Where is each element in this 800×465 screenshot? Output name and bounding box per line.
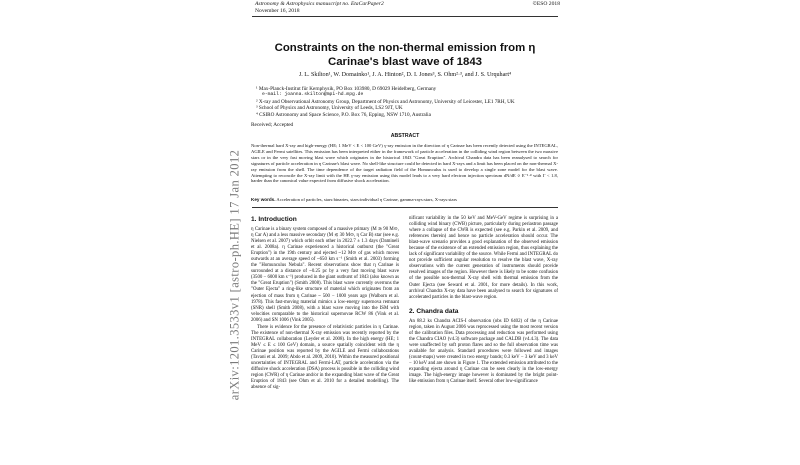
section-2-heading: 2. Chandra data	[409, 307, 459, 315]
author-list: J. L. Skilton¹, W. Domainko¹, J. A. Hinton², D. I. Jones³, S. Ohm²·³, and J. S. Urquhart⁴	[298, 72, 512, 78]
arxiv-stamp	[228, 85, 242, 465]
affiliations	[256, 86, 560, 118]
journal-name: Astronomy & Astrophysics manuscript no. EtaCarPaper2	[255, 1, 384, 7]
affiliation-1: ¹ Max-Planck-Institut für Kernphysik, PO Box 103980, D 69029 Heidelberg, Germany	[256, 86, 437, 92]
right-column	[409, 216, 558, 385]
section-1-continued	[409, 216, 558, 301]
abstract-heading: ABSTRACT	[390, 133, 420, 139]
header-rule	[252, 16, 558, 17]
section-2-body	[409, 319, 558, 386]
section-1-paragraph-1: η Carinae is a binary system composed of a massive primary (M ≳ 90 M⊙, η Car A) and a less massive secondary (M ≲ 30 M⊙, η Car B) star (see e.g. Nielsen et al. 2007) which orbit each other in 2022.7 ± 1.3 days (Damineli et al. 2008a). η Carinae experienced a historical outburst (the "Great Eruption") in the 19th century and ejected ~12 M⊙ of gas which moves outwards at an average speed of ~650 km s⁻¹ (Smith et al. 2003) forming the "Homunculus Nebula". Recent observations show that η Carinae is surrounded at a distance of ~0.25 pc by a very fast moving blast wave (3500 − 6000 km s⁻¹) produced in the giant outburst of 1843 (also known as the "Great Eruption") (Smith 2008). This blast wave currently overruns the "Outer Ejecta" a ring-like structure of material which originates from an ejection of mass from η Carinae ~ 500 − 1000 years ago (Walborn et al. 1978). This fast-moving material mimics a low-energy supernova remnant (SNR) shell (Smith 2008), with a blast wave moving into the ISM with velocities comparable to the historical supernovae RCW 86 (Vink et al. 2006) and SN 1006 (Vink 2005).	[251, 227, 399, 323]
journal-header	[255, 1, 384, 15]
section-1-heading: 1. Introduction	[251, 216, 297, 223]
keywords-text: Acceleration of particles, stars:binaries, stars:individual η Carinae, gamma-rays:stars, X-rays:stars	[276, 197, 457, 202]
received-line: Received; Accepted	[251, 122, 294, 128]
affiliation-2: ² X-ray and Observational Astronomy Group, Department of Physics and Astronomy, University of Leicester, LE1 7RH, UK	[256, 98, 515, 105]
keywords	[251, 197, 558, 203]
author-email[interactable]: e-mail: joanna.skilton@mpi-hd.mpg.de	[262, 92, 364, 98]
section-2-paragraph-1: An 88.2 ks Chandra ACIS-I observation (obs ID 6402) of the η Carinae region, taken in August 2006 was reprocessed using the most recent version of the calibration files. Data processing and reduction was performed using the Chandra CIAO (v4.3) software package and CALDB (v4.4.3). The data were unaffected by soft proton flares and so the full observation time was available for analysis. Standard procedures were followed and images (count-maps) were created in two energy bands; 0.3 keV − 3 keV and 3 keV − 10 keV and are shown in Figure 1. The extended emission attributed to the expanding ejecta around η Carinae can be seen clearly in the low-energy image. The high-energy image however is dominated by the bright point-like emission from η Carinae itself. Several other low-significance	[409, 318, 558, 385]
section-1-paragraph-3: nificant variability in the 50 keV and MeV-GeV regime is surprising in a colliding wind binary (CWB) picture, particularly during periastron passage where a collapse of the CWR is expected (see e.g. Parkin et al. 2009, and references therein) and hence no particle acceleration should occur. The blast-wave scenario provides a good explanation of the observed emission because of the existence of an extended emission region, thus explaining the lack of significant variability of the source. While Fermi and INTEGRAL do not provide sufficient angular resolution to resolve the blast wave, X-ray observations with the current generation of instruments should provide resolved images of the region. However there is likely to be some confusion of the possible non-thermal X-ray shell with thermal emission from the Outer Ejecta (see Seward et al. 2001, for more details). In this work, archival Chandra X-ray data have been analysed to search for signatures of accelerated particles in the blast-wave region.	[409, 216, 558, 300]
copyright: ©ESO 2018	[532, 1, 560, 7]
keywords-label: Key words.	[251, 197, 276, 202]
abstract-text: Non-thermal hard X-ray and high-energy (HE; 1 MeV < E < 100 GeV) γ-ray emission in the direction of η Carinae has been recently detected using the INTEGRAL, AGILE and Fermi satellites. This emission has been interpreted either in the framework of particle acceleration in the colliding wind region between the two massive stars or in the very fast moving blast wave which originates in the historical 1843 "Great Eruption". Archival Chandra data has been reanalysed to search for signatures of particle acceleration in η Carinae's blast wave. No shell-like structure could be detected in hard X-rays and a limit has been placed on the non-thermal X-ray emission from the shell. The time dependence of the target radiation field of the Homunculus is used to develop a single zone model for the blast wave. Attempting to reconcile the X-ray limit with the HE γ-ray emission using this model leads to a very hard electron injection spectrum dN/dE ∝ E⁻¹·⁸ with Γ < 1.8, harder than the canonical value expected from diffusive shock acceleration.	[251, 143, 558, 184]
left-column	[251, 216, 399, 391]
affiliation-3: ³ School of Physics and Astronomy, University of Leeds, LS2 9JT, UK	[256, 105, 403, 112]
abstract-rule	[252, 207, 558, 208]
header-date: November 16, 2018	[255, 8, 300, 14]
arxiv-stamp-text: arXiv:1201.3533v1 [astro-ph.HE] 17 Jan 2012	[227, 149, 242, 401]
affiliation-4: ⁴ CSIRO Astronomy and Space Science, P.O. Box 76, Epping, NSW 1710, Australia	[256, 111, 431, 118]
section-1-paragraph-2: There is evidence for the presence of relativistic particles in η Carinae. The existence of non-thermal X-ray emission was recently reported by the INTEGRAL collaboration (Leyder et al. 2008). In the high energy (HE; 1 MeV ≤ E ≤ 100 GeV) domain, a source spatially coincident with the η Carinae position was reported by the AGILE and Fermi collaborations (Tavani et al. 2009; Abdo et al. 2009, 2010). Within the measured positional uncertainties of INTEGRAL and Fermi-LAT, particle acceleration via the diffusive shock acceleration (DSA) process is possible in the colliding wind region (CWR) of η Carinae and/or in the expanding blast wave of the Great Eruption of 1843 (see Ohm et al. 2010 for a detailed modelling). The absence of sig-	[251, 324, 399, 391]
paper-title: Constraints on the non-thermal emission from η Carinae's blast wave of 1843	[274, 42, 536, 68]
section-1-body	[251, 227, 399, 391]
